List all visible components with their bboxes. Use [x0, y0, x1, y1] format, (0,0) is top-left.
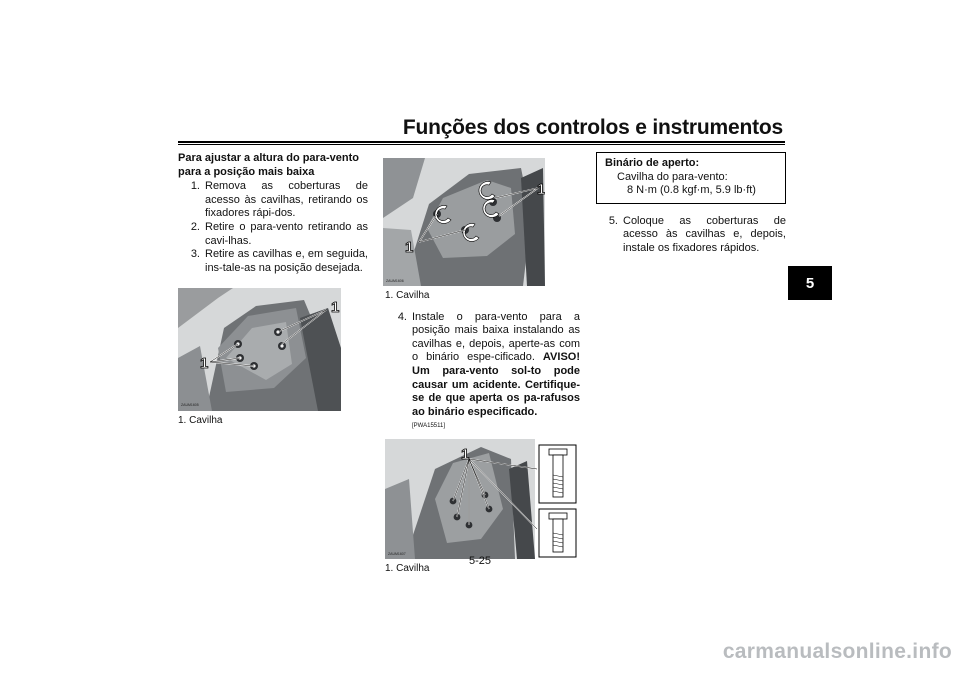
step-text: Coloque as coberturas de acesso às cavilhas e, depois, instale os fixadores rápidos. [623, 214, 786, 254]
header-rule [178, 141, 785, 143]
torque-title: Binário de aperto: [605, 157, 700, 169]
step-2 [178, 221, 368, 248]
watermark[interactable]: carmanualsonline.info [722, 640, 952, 663]
step-number: 4. [397, 310, 407, 323]
page-title: Funções dos controlos e instrumentos [402, 116, 783, 139]
torque-spec-box [596, 152, 786, 204]
step-1 [178, 180, 368, 221]
callout-1-right: 1 [537, 181, 545, 198]
figure-caption: 1. Cavilha [385, 290, 430, 301]
chapter-tab: 5 [788, 266, 832, 300]
column-left [178, 152, 368, 428]
warning-code: [PWA15511] [412, 423, 446, 430]
step-text: Retire o para-vento retirando as cavi-lhas. [205, 220, 368, 247]
callout-1-left: 1 [200, 355, 209, 373]
step-number: 1. [190, 180, 200, 193]
step-number: 5. [608, 214, 618, 227]
column-right [596, 152, 786, 255]
windshield-illustration-3 [385, 439, 577, 559]
section-heading: Para ajustar a altura do para-vento para a posição mais baixa [178, 152, 359, 178]
figure-code: ZAUM1606 [386, 279, 404, 283]
step-number: 3. [190, 248, 200, 261]
step-text: Instale o para-vento para a posição mais baixa instalando as cavilhas e, depois, aperte-as com o binário espe-cificado. [412, 310, 580, 364]
step-5 [596, 215, 786, 256]
windshield-illustration-1 [178, 288, 341, 411]
figure-windshield-3 [385, 439, 577, 559]
step-text: Retire as cavilhas e, em seguida, ins-tale-as na posição desejada. [205, 248, 368, 274]
callout-1-left: 1 [405, 239, 414, 256]
page-number: 5-25 [468, 555, 492, 567]
figure-caption: 1. Cavilha [178, 415, 223, 427]
step-number: 2. [190, 220, 200, 233]
figure-windshield-2 [383, 158, 545, 286]
column-middle [385, 152, 580, 576]
callout-1-right: 1 [331, 299, 340, 317]
figure-code: ZAUM1605 [181, 403, 199, 408]
header-rule-thin [178, 144, 785, 145]
step-text: Remova as coberturas de acesso às cavilhas, retirando os fixadores rápi-dos. [205, 180, 368, 220]
figure-caption: 1. Cavilha [385, 562, 430, 574]
warning-text: AVISO! Um para-vento sol-to pode causar um acidente. Certifique-se de que aperta os pa-rafusos ao binário especificado. [412, 351, 580, 418]
step-4-body [412, 311, 580, 434]
step-4 [385, 311, 580, 434]
figure-windshield-1 [178, 288, 341, 411]
callout-1: 1 [461, 445, 470, 463]
torque-value: 8 N·m (0.8 kgf·m, 5.9 lb·ft) [627, 184, 756, 196]
windshield-illustration-2 [383, 158, 545, 286]
figure-code: ZAUM1607 [388, 551, 406, 556]
torque-item: Cavilha do para-vento: [617, 170, 728, 183]
step-3 [178, 248, 368, 275]
